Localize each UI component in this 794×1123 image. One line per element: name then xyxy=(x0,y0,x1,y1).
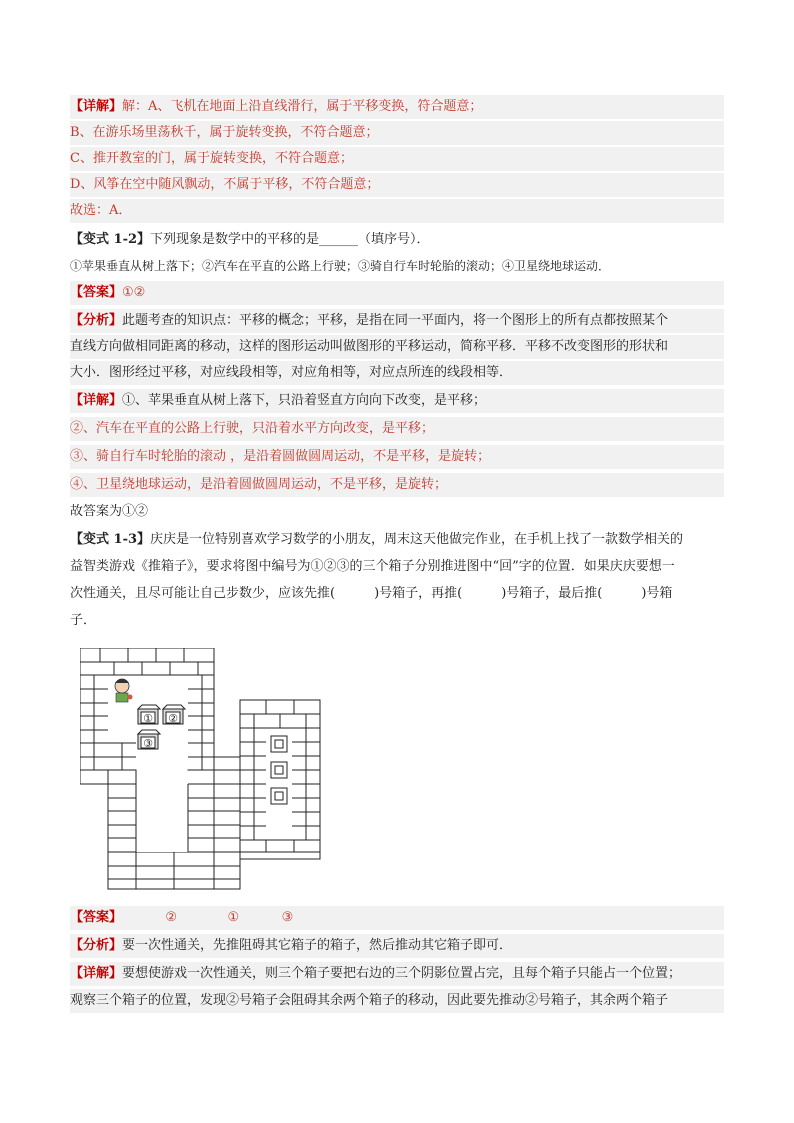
detail-conclusion: 故选：A． xyxy=(70,199,724,223)
detail-1-2-line3: ③、骑自行车时轮胎的滚动 ，是沿着圆做圆周运动，不是平移，是旋转； xyxy=(70,445,724,469)
detail-line-b: B、在游乐场里荡秋千，属于旋转变换，不符合题意； xyxy=(70,121,724,145)
detail-1-2-line1: 【详解】①、苹果垂直从树上落下，只沿着竖直方向向下改变，是平移； xyxy=(70,389,724,413)
analysis-1-3: 【分析】要一次性通关，先推阻碍其它箱子的箱子，然后推动其它箱子即可． xyxy=(70,934,724,958)
box-3-icon xyxy=(138,730,160,750)
answer-first: ② xyxy=(165,910,177,925)
question-1-3-line2: 益智类游戏《推箱子》，要求将图中编号为①②③的三个箱子分别推进图中“回”字的位置．如果庆庆要想一 xyxy=(70,559,675,574)
detail-1-2-line2: ②、汽车在平直的公路上行驶，只沿着水平方向改变，是平移； xyxy=(70,417,724,441)
answer-second: ① xyxy=(227,910,240,925)
detail-line-d: D、风筝在空中随风飘动，不属于平移，不符合题意； xyxy=(70,173,724,197)
sokoban-puzzle-figure xyxy=(80,648,325,893)
answer-1-2: 【答案】①② xyxy=(70,281,724,305)
box-2-icon xyxy=(163,705,185,725)
goal-targets xyxy=(271,736,287,804)
svg-text:①: ① xyxy=(143,712,153,725)
question-1-3-line4: 子． xyxy=(70,613,97,628)
analysis-1-2-line1: 【分析】此题考查的知识点：平移的概念；平移，是指在同一平面内，将一个图形上的所有点都按照某个 xyxy=(70,309,724,333)
conclusion-1-2: 故答案为①② xyxy=(70,504,149,519)
question-1-3-line1: 【变式 1-3】庆庆是一位特别喜欢学习数学的小朋友，周末这天他做完作业，在手机上找了一款数学相关的 xyxy=(70,532,684,547)
detail-line-a: 【详解】解：A、飞机在地面上沿直线滑行，属于平移变换，符合题意； xyxy=(70,95,724,119)
answer-third: ③ xyxy=(281,910,294,925)
detail-1-2-line4: ④、卫星绕地球运动，是沿着圆做圆周运动，不是平移，是旋转； xyxy=(70,473,724,497)
answer-1-3: 【答案】 ② ① ③ xyxy=(70,906,724,930)
question-1-3-line3: 次性通关，且尽可能让自己步数少，应该先推( )号箱子，再推( )号箱子，最后推( )号箱 xyxy=(70,586,673,601)
analysis-1-2-line3: 大小．图形经过平移，对应线段相等，对应角相等，对应点所连的线段相等． xyxy=(70,361,724,385)
goal-square-3 xyxy=(271,788,287,804)
goal-square-2 xyxy=(271,762,287,778)
svg-text:②: ② xyxy=(168,712,178,725)
question-1-2-options: ①苹果垂直从树上落下；②汽车在平直的公路上行驶；③骑自行车时轮胎的滚动；④卫星绕地球运动． xyxy=(70,259,611,273)
svg-text:③: ③ xyxy=(143,737,153,750)
question-1-2-title: 【变式 1-2】下列现象是数学中的平移的是______（填序号）． xyxy=(70,232,430,247)
goal-square-1 xyxy=(271,736,287,752)
detail-1-3-line1: 【详解】要想使游戏一次性通关，则三个箱子要把右边的三个阴影位置占完，且每个箱子只能占一个位置； xyxy=(70,962,724,986)
detail-1-3-line2: 观察三个箱子的位置，发现②号箱子会阻碍其余两个箱子的移动，因此要先推动②号箱子，其余两个箱子 xyxy=(70,989,724,1013)
detail-line-c: C、推开教室的门，属于旋转变换，不符合题意； xyxy=(70,147,724,171)
analysis-1-2-line2: 直线方向做相同距离的移动，这样的图形运动叫做图形的平移运动，简称平移．平移不改变图形的形状和 xyxy=(70,335,724,359)
box-1-icon xyxy=(138,705,160,725)
